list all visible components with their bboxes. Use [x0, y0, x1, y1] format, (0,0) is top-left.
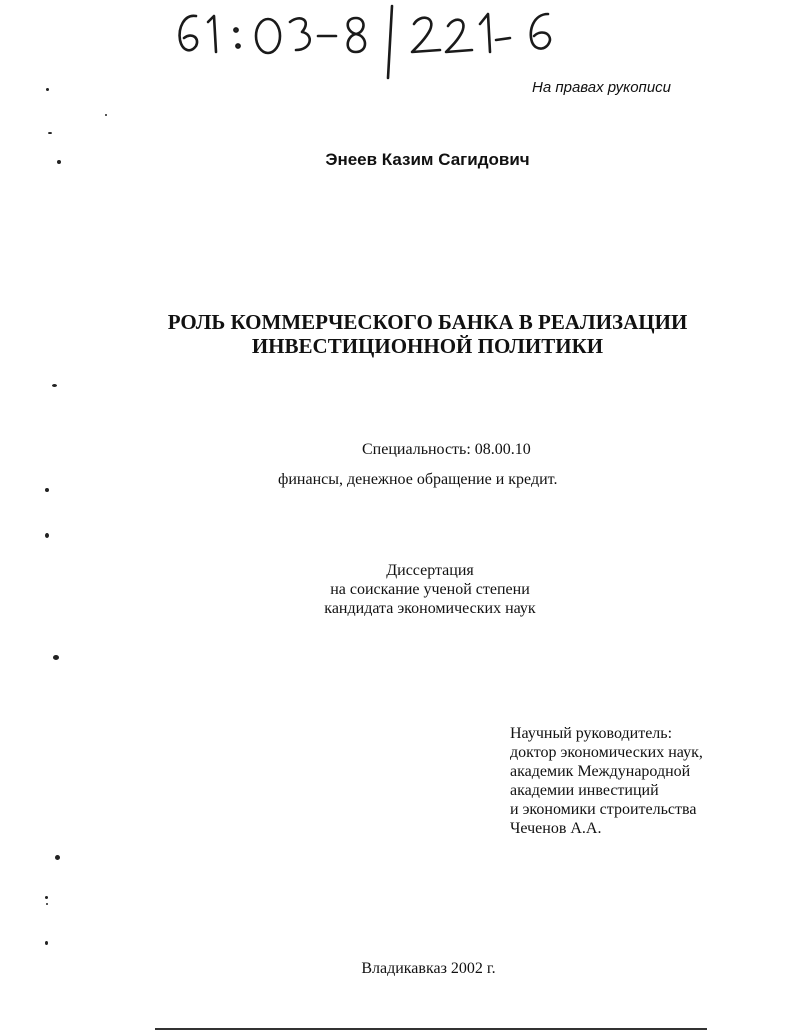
dissertation-title: [0, 310, 799, 358]
handwritten-glyph: [290, 18, 310, 50]
scan-speck: [45, 896, 48, 899]
scan-speck: [55, 855, 60, 860]
handwritten-glyph: [180, 16, 197, 50]
handwritten-glyph: [388, 6, 392, 78]
specialty-description: финансы, денежное обращение и кредит.: [278, 471, 558, 488]
scan-speck: [57, 160, 61, 164]
scan-speck: [48, 132, 52, 134]
scan-speck: [52, 384, 57, 387]
scan-speck: [46, 88, 49, 91]
degree-line: на соискание ученой степени: [330, 581, 530, 598]
supervisor-line: доктор экономических наук,: [510, 744, 703, 761]
handwritten-glyph: [531, 14, 550, 49]
handwritten-glyph: [446, 20, 472, 52]
degree-line: Диссертация: [386, 562, 474, 579]
handwritten-glyph: [236, 44, 239, 47]
handwritten-glyph: [256, 19, 280, 53]
handwritten-glyph: [480, 14, 490, 52]
handwritten-glyph: [348, 18, 365, 52]
scan-speck: [53, 655, 59, 660]
scan-speck: [46, 903, 48, 905]
city-year: Владикавказ 2002 г.: [361, 960, 496, 977]
supervisor-line: Научный руководитель:: [510, 725, 673, 742]
handwritten-glyph: [234, 28, 237, 31]
supervisor-line: Чеченов А.А.: [510, 820, 602, 837]
handwritten-glyph: [412, 18, 440, 52]
scan-speck: [45, 941, 48, 945]
supervisor-block: [510, 724, 703, 838]
author-name: Энеев Казим Сагидович: [325, 150, 530, 169]
supervisor-line: и экономики строительства: [510, 801, 697, 818]
supervisor-line: академии инвестиций: [510, 782, 659, 799]
scan-speck: [45, 488, 49, 492]
handwritten-archive-code: [0, 0, 600, 90]
degree-line: кандидата экономических наук: [324, 600, 536, 617]
specialty-code: Специальность: 08.00.10: [362, 441, 531, 458]
handwritten-glyph: [208, 16, 216, 52]
handwritten-glyph: [496, 38, 510, 40]
scan-speck: [105, 114, 107, 116]
bottom-scan-edge: [155, 1028, 707, 1030]
rights-note: На правах рукописи: [532, 79, 671, 96]
dissertation-degree-block: [0, 561, 799, 618]
supervisor-line: академик Международной: [510, 763, 691, 780]
title-line: ИНВЕСТИЦИОННОЙ ПОЛИТИКИ: [251, 334, 604, 358]
scan-speck: [45, 533, 49, 538]
title-line: РОЛЬ КОММЕРЧЕСКОГО БАНКА В РЕАЛИЗАЦИИ: [167, 310, 688, 334]
